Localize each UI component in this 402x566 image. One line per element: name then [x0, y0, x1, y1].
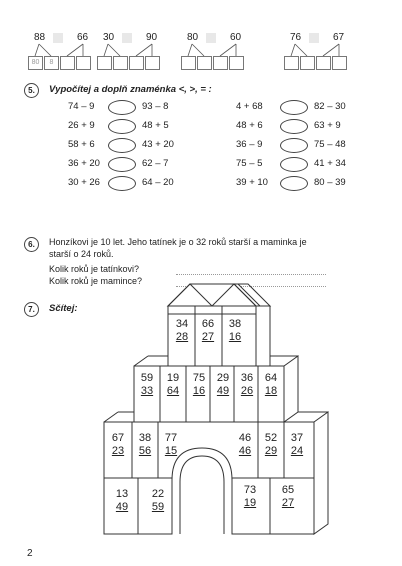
top-left-number-2: 30 [103, 32, 115, 43]
castle-cell-middle-1 [135, 372, 159, 398]
castle-top-number: 22 [151, 488, 165, 500]
castle-cell-bottom_left-1 [110, 488, 134, 514]
q5-right-a-5: 39 + 10 [236, 177, 268, 188]
castle-top-number: 59 [140, 372, 154, 384]
castle-top-number: 73 [243, 484, 257, 496]
q5-left-a-5: 30 + 26 [68, 177, 100, 188]
top-left-number-3: 80 [187, 32, 199, 43]
castle-bottom-number[interactable]: 23 [111, 445, 125, 457]
castle-bottom-number[interactable]: 19 [243, 497, 257, 509]
q6-line2: starší o 24 roků. [49, 249, 114, 259]
castle-top-number: 38 [228, 318, 242, 330]
q5-left-b-1: 93 – 8 [142, 101, 169, 112]
castle-bottom-number[interactable]: 29 [264, 445, 278, 457]
q5-left-b-3: 43 + 20 [142, 139, 174, 150]
castle-top-number: 75 [192, 372, 206, 384]
castle-bottom-number[interactable]: 18 [264, 385, 278, 397]
castle-cell-middle-3 [187, 372, 211, 398]
castle-cell-lower_right-3 [285, 432, 309, 458]
castle-bottom-number[interactable]: 49 [216, 385, 230, 397]
top-right-number-2: 90 [146, 32, 158, 43]
castle-bottom-number[interactable]: 16 [228, 331, 242, 343]
castle-cell-middle-4 [211, 372, 235, 398]
castle-cell-lower_right-2 [259, 432, 283, 458]
castle-top-number: 64 [264, 372, 278, 384]
q6-line1: Honzíkovi je 10 let. Jeho tatínek je o 32 roků starší a maminka je [49, 237, 307, 247]
q5-left-a-1: 74 – 9 [68, 101, 95, 112]
castle-bottom-number[interactable]: 15 [164, 445, 178, 457]
q5-title: Vypočítej a doplň znaménka <, >, = : [49, 84, 212, 95]
q5-number: 5. [24, 83, 39, 98]
castle-bottom-number[interactable]: 46 [238, 445, 252, 457]
castle-bottom-number[interactable]: 27 [201, 331, 215, 343]
q6-number: 6. [24, 237, 39, 252]
castle-top-number: 13 [115, 488, 129, 500]
castle-cell-lower_left-2 [133, 432, 157, 458]
castle-bottom-number[interactable]: 33 [140, 385, 154, 397]
castle-cell-middle-6 [259, 372, 283, 398]
top-right-number-4: 67 [333, 32, 345, 43]
castle-bottom-number[interactable]: 64 [166, 385, 180, 397]
top-answer-box-1-2[interactable]: 8 [44, 56, 59, 70]
castle-bottom-number[interactable]: 27 [281, 497, 295, 509]
q5-right-a-1: 4 + 68 [236, 101, 263, 112]
castle-top-number: 77 [164, 432, 178, 444]
castle-cell-bottom_left-2 [146, 488, 170, 514]
castle-cell-top-1 [170, 318, 194, 344]
q6-ask-mother: Kolik roků je mamince? [49, 276, 143, 286]
castle-cell-bottom_right-1 [238, 484, 262, 510]
castle-cell-top-3 [223, 318, 247, 344]
top-left-number-1: 88 [34, 32, 46, 43]
castle-bottom-number[interactable]: 16 [192, 385, 206, 397]
castle-cell-lower_right-1 [233, 432, 257, 458]
castle-bottom-number[interactable]: 28 [175, 331, 189, 343]
top-left-number-4: 76 [290, 32, 302, 43]
q5-right-b-5: 80 – 39 [314, 177, 346, 188]
top-right-number-1: 66 [77, 32, 89, 43]
q5-right-a-3: 36 – 9 [236, 139, 263, 150]
top-right-number-3: 60 [230, 32, 242, 43]
castle-bottom-number[interactable]: 49 [115, 501, 129, 513]
castle-bottom-number[interactable]: 26 [240, 385, 254, 397]
castle-cell-lower_left-1 [106, 432, 130, 458]
castle-top-number: 65 [281, 484, 295, 496]
q5-right-b-1: 82 – 30 [314, 101, 346, 112]
q7-title: Sčítej: [49, 303, 78, 314]
castle-top-number: 46 [238, 432, 252, 444]
castle-cell-bottom_right-2 [276, 484, 300, 510]
castle-top-number: 67 [111, 432, 125, 444]
castle-bottom-number[interactable]: 59 [151, 501, 165, 513]
page-number: 2 [27, 548, 33, 559]
castle-cell-lower_left-3 [159, 432, 183, 458]
castle-top-number: 29 [216, 372, 230, 384]
castle-cell-middle-5 [235, 372, 259, 398]
castle-top-number: 36 [240, 372, 254, 384]
top-answer-box-1-1[interactable]: 80 [28, 56, 43, 70]
q5-left-a-3: 58 + 6 [68, 139, 95, 150]
q5-right-a-4: 75 – 5 [236, 158, 263, 169]
castle-top-number: 37 [290, 432, 304, 444]
castle-cell-middle-2 [161, 372, 185, 398]
q5-left-a-2: 26 + 9 [68, 120, 95, 131]
castle-top-number: 52 [264, 432, 278, 444]
q5-left-b-4: 62 – 7 [142, 158, 169, 169]
q6-ask-father: Kolik roků je tatínkovi? [49, 264, 140, 274]
castle-cell-top-2 [196, 318, 220, 344]
q5-right-b-3: 75 – 48 [314, 139, 346, 150]
castle-top-number: 38 [138, 432, 152, 444]
q5-left-b-5: 64 – 20 [142, 177, 174, 188]
q5-right-a-2: 48 + 6 [236, 120, 263, 131]
castle-top-number: 34 [175, 318, 189, 330]
q5-left-b-2: 48 + 5 [142, 120, 169, 131]
castle-top-number: 66 [201, 318, 215, 330]
castle-bottom-number[interactable]: 56 [138, 445, 152, 457]
q7-number: 7. [24, 302, 39, 317]
castle-bottom-number[interactable]: 24 [290, 445, 304, 457]
q5-right-b-4: 41 + 34 [314, 158, 346, 169]
castle-top-number: 19 [166, 372, 180, 384]
q5-right-b-2: 63 + 9 [314, 120, 341, 131]
q5-left-a-4: 36 + 20 [68, 158, 100, 169]
